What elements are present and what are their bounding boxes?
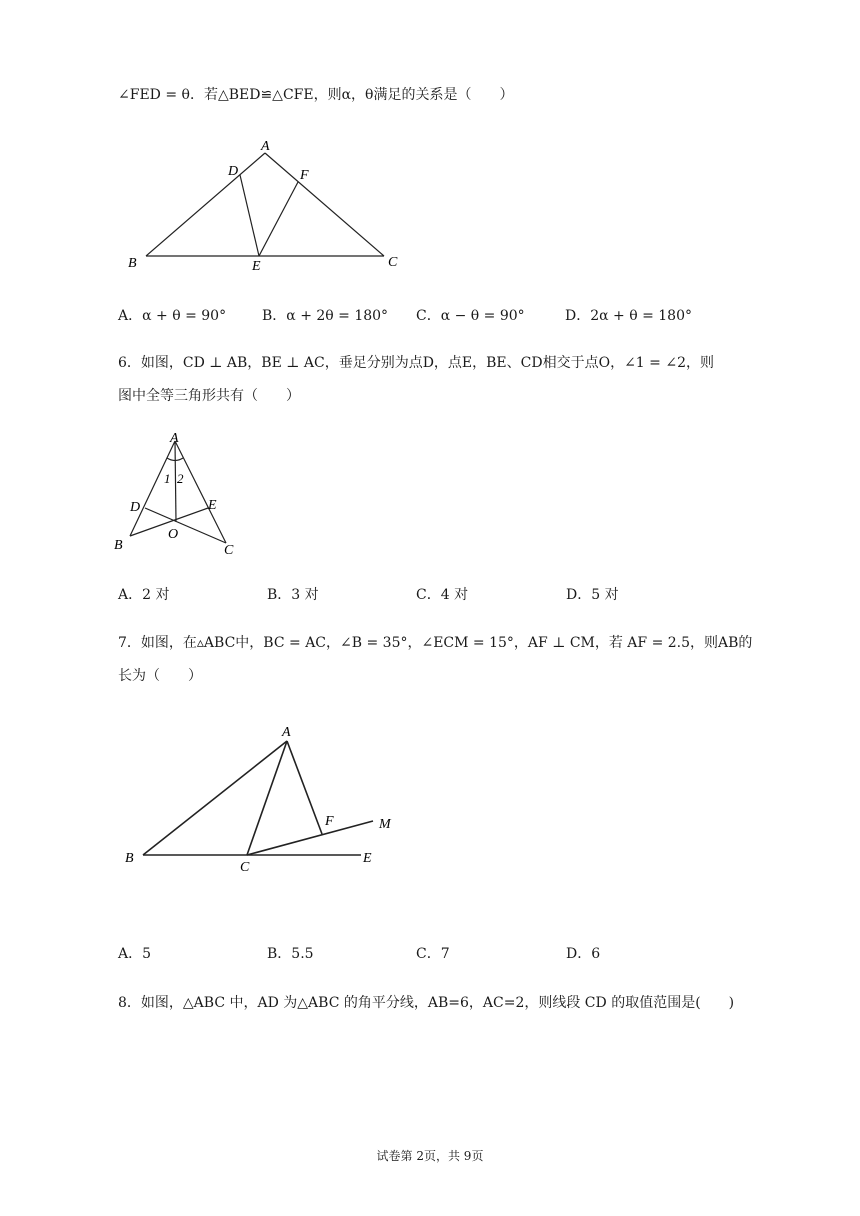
label-c: C — [224, 543, 234, 558]
label-a: A — [261, 139, 270, 154]
label-e: E — [208, 498, 217, 513]
label-2: 2 — [177, 471, 184, 486]
q6-option-b[interactable]: B．3 对 — [267, 587, 319, 603]
label-a: A — [170, 431, 179, 446]
label-m: M — [379, 817, 391, 832]
label-f: F — [325, 814, 334, 829]
q6-option-a[interactable]: A．2 对 — [118, 587, 170, 603]
segment-de — [240, 175, 259, 256]
q6-option-c[interactable]: C．4 对 — [416, 587, 469, 603]
label-c: C — [388, 255, 398, 270]
q7-option-b[interactable]: B．5.5 — [267, 946, 314, 962]
label-b: B — [125, 851, 134, 866]
segment-af — [287, 741, 322, 834]
label-o: O — [168, 527, 179, 542]
page-footer: 试卷第 2页，共 9页 — [376, 1149, 484, 1163]
segment-cd — [145, 508, 226, 543]
label-b: B — [128, 256, 137, 271]
label-c: C — [240, 860, 250, 875]
segment-ac — [247, 741, 287, 855]
segment-ba — [143, 741, 287, 855]
label-d: D — [228, 164, 239, 179]
q5-option-d[interactable]: D．2α + θ = 180° — [565, 308, 692, 324]
q7-figure — [115, 715, 405, 880]
q5-option-b[interactable]: B．α + 2θ = 180° — [262, 308, 389, 324]
segment-ao — [175, 441, 176, 522]
q6-stem-line2: 图中全等三角形共有（ ） — [118, 388, 300, 404]
q6-option-d[interactable]: D．5 对 — [566, 587, 619, 603]
q6-figure — [110, 425, 245, 560]
q7-stem-line2: 长为（ ） — [118, 668, 202, 684]
q7-option-c[interactable]: C．7 — [416, 946, 450, 962]
segment-cm — [247, 821, 373, 855]
q8-stem-line1: 8．如图，△ABC 中，AD 为△ABC 的角平分线，AB=6，AC=2，则线段 CD 的取值范围是( ) — [118, 995, 735, 1011]
q7-option-d[interactable]: D．6 — [566, 946, 601, 962]
segment-ac — [175, 441, 226, 543]
q5-figure — [120, 135, 420, 280]
label-d: D — [130, 500, 141, 515]
q7-stem-line1: 7．如图，在▵ABC中，BC = AC，∠B = 35°，∠ECM = 15°，AF ⊥ CM，若 AF = 2.5，则AB的 — [118, 635, 753, 651]
q7-option-a[interactable]: A．5 — [118, 946, 152, 962]
q6-stem-line1: 6．如图，CD ⊥ AB，BE ⊥ AC，垂足分别为点D，点E，BE、CD相交于点O，∠1 = ∠2，则 — [118, 355, 714, 371]
label-e: E — [252, 259, 261, 274]
label-1: 1 — [164, 471, 171, 486]
label-e: E — [363, 851, 372, 866]
label-a: A — [282, 725, 291, 740]
q5-option-c[interactable]: C．α − θ = 90° — [416, 308, 525, 324]
label-f: F — [300, 168, 309, 183]
label-b: B — [114, 538, 123, 553]
q5-stem-tail: ∠FED = θ．若△BED≌△CFE，则α，θ满足的关系是（ ） — [118, 87, 514, 103]
segment-fe — [259, 182, 298, 256]
q5-option-a[interactable]: A．α + θ = 90° — [118, 308, 227, 324]
segment-ac — [265, 153, 384, 256]
